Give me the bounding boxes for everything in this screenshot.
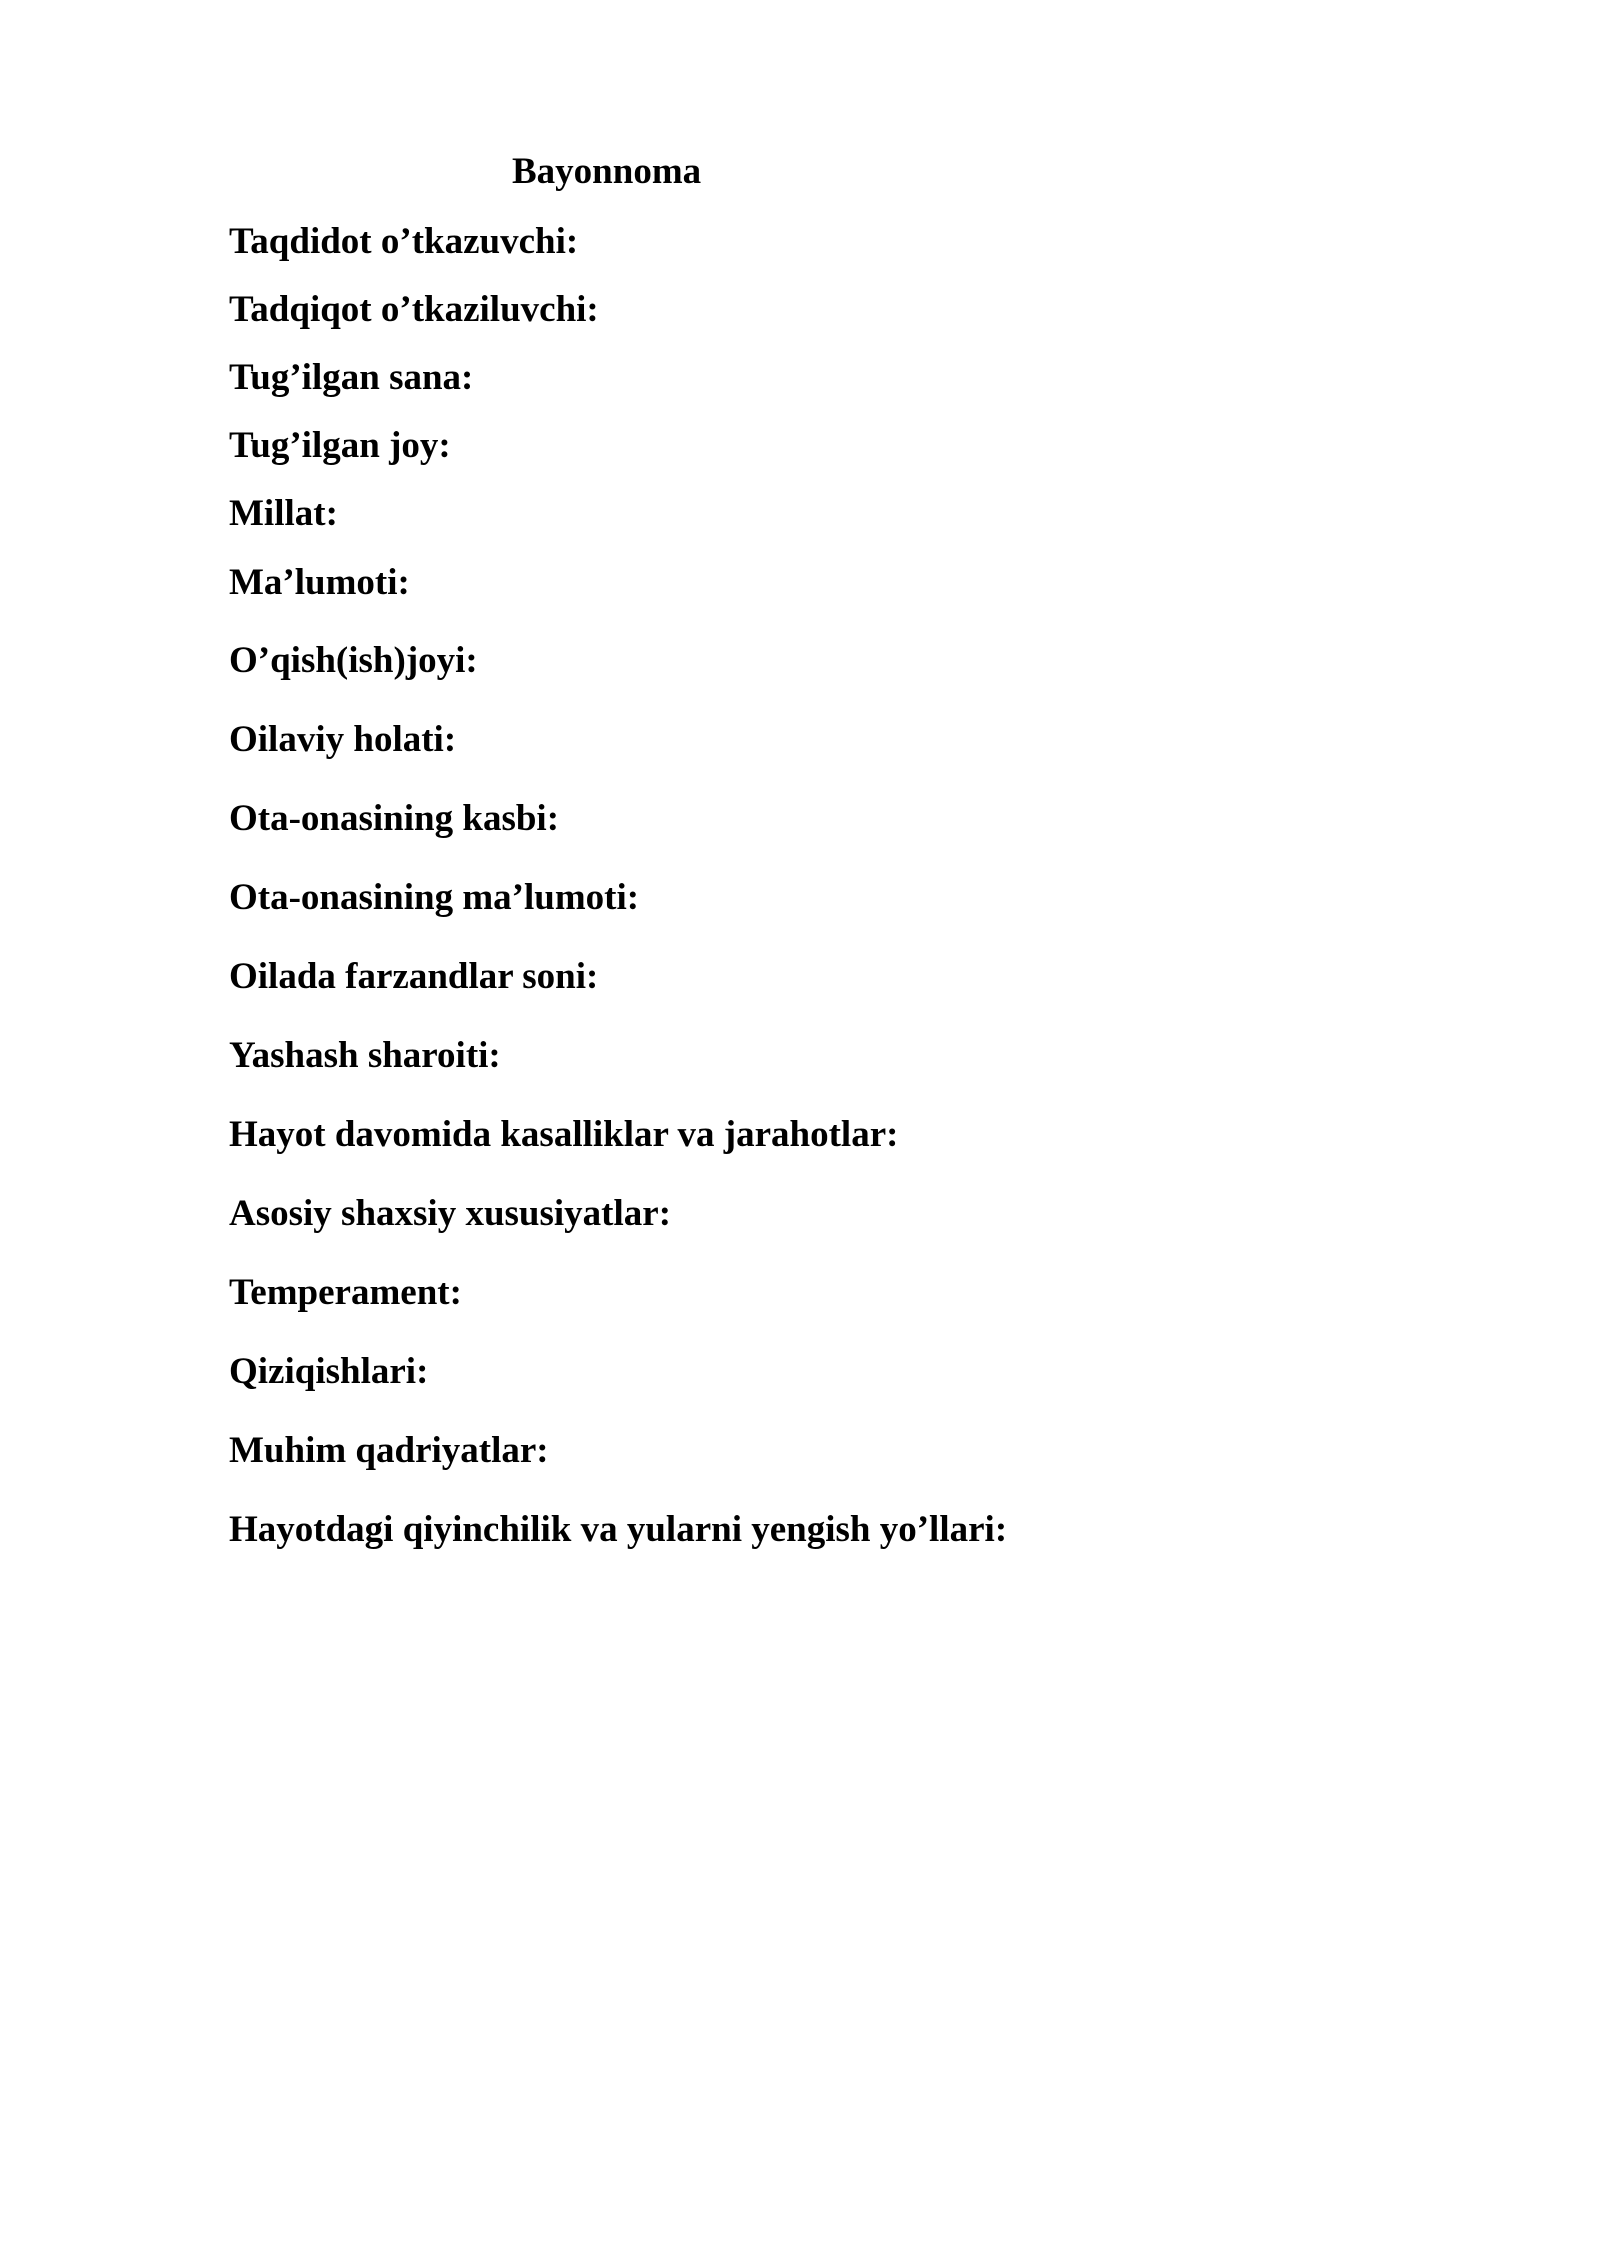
- field-label-parents-education: Ota-onasining ma’lumoti:: [229, 877, 640, 918]
- field-label-birth-place: Tug’ilgan joy:: [229, 425, 451, 466]
- field-label-birth-date: Tug’ilgan sana:: [229, 357, 474, 398]
- field-label-study-work-place: O’qish(ish)joyi:: [229, 640, 478, 681]
- field-label-temperament: Temperament:: [229, 1272, 462, 1313]
- field-label-researcher: Taqdidot o’tkazuvchi:: [229, 221, 579, 262]
- field-label-illnesses-injuries: Hayot davomida kasalliklar va jarahotlar:: [229, 1114, 899, 1155]
- field-label-education: Ma’lumoti:: [229, 562, 410, 603]
- field-label-values: Muhim qadriyatlar:: [229, 1430, 549, 1471]
- field-label-interests: Qiziqishlari:: [229, 1351, 429, 1392]
- field-label-subject: Tadqiqot o’tkaziluvchi:: [229, 289, 599, 330]
- field-label-personal-traits: Asosiy shaxsiy xususiyatlar:: [229, 1193, 672, 1234]
- document-title: Bayonnoma: [512, 151, 702, 192]
- field-label-parents-profession: Ota-onasining kasbi:: [229, 798, 560, 839]
- field-label-children-count: Oilada farzandlar soni:: [229, 956, 599, 997]
- field-label-living-conditions: Yashash sharoiti:: [229, 1035, 501, 1076]
- field-label-nationality: Millat:: [229, 493, 338, 534]
- field-label-marital-status: Oilaviy holati:: [229, 719, 457, 760]
- field-label-life-difficulties: Hayotdagi qiyinchilik va yularni yengish yo’llari:: [229, 1509, 1008, 1550]
